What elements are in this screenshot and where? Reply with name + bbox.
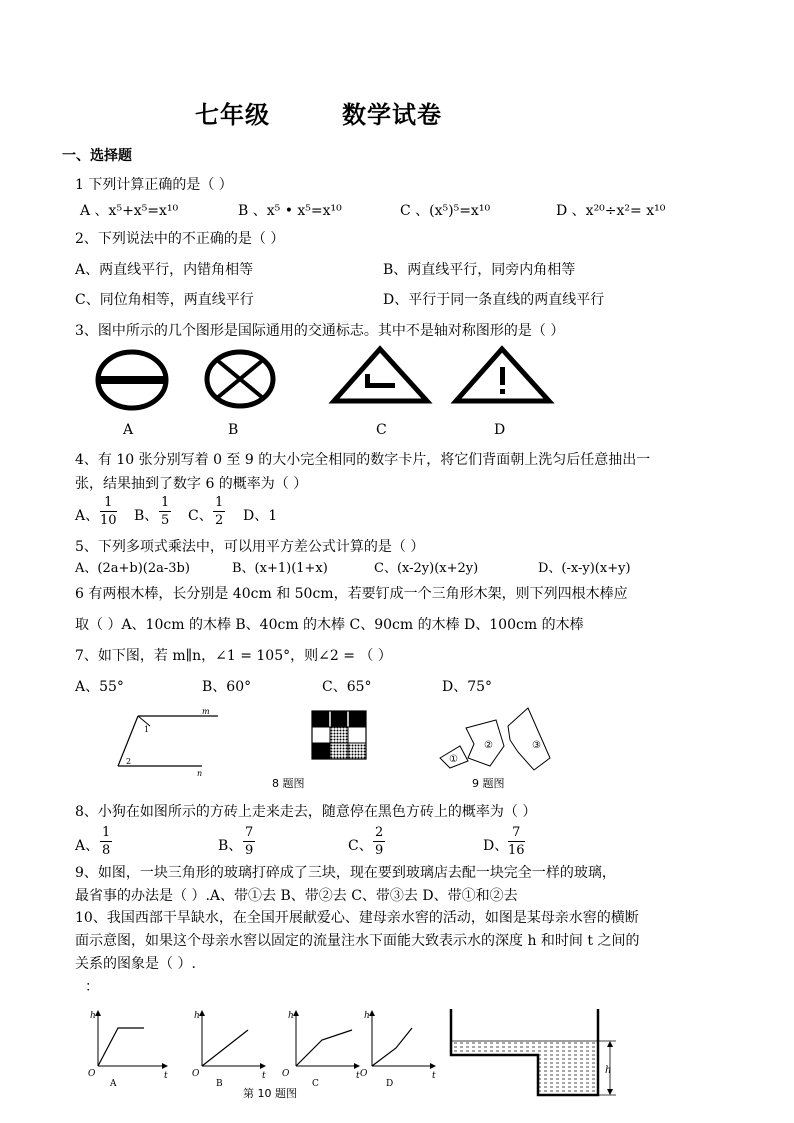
q5-option-b: B、(x+1)(1+x) xyxy=(232,561,328,576)
svg-text:C: C xyxy=(312,1079,319,1089)
q8-option-a-label: A、 xyxy=(75,838,100,854)
glass-label-3: ③ xyxy=(532,740,541,751)
q5-option-d: D、(-x-y)(x+y) xyxy=(538,561,631,576)
graph-a xyxy=(88,1010,168,1089)
svg-text:h: h xyxy=(90,1011,96,1021)
q2-option-a: A、两直线平行，内错角相等 xyxy=(75,262,254,278)
q10-water-tank xyxy=(448,1005,638,1105)
glass-label-1: ① xyxy=(449,754,458,765)
q4-option-a-fraction: $\frac{1}{10}$ xyxy=(100,495,117,528)
svg-text:h: h xyxy=(288,1011,294,1021)
sign-c xyxy=(334,349,427,401)
q1-option-b: B 、x⁵ • x⁵=x¹⁰ xyxy=(238,203,342,219)
q8-option-b-label: B、 xyxy=(218,838,243,854)
fig8-caption: 8 题图 xyxy=(272,777,305,790)
sign-label-c: C xyxy=(376,422,387,438)
q7-option-b: B、60° xyxy=(202,679,252,695)
q7-label-2: 2 xyxy=(126,757,132,766)
q10-line2: 面示意图，如果这个母亲水窖以固定的流量注水下面能大致表示水的深度 h 和时间 t 之间的 xyxy=(75,933,640,949)
q10-graphs xyxy=(82,1010,442,1090)
svg-text:t: t xyxy=(432,1071,436,1081)
q4-option-b-label: B、 xyxy=(134,508,159,524)
svg-text:O: O xyxy=(192,1069,200,1079)
svg-text:h: h xyxy=(194,1011,200,1021)
q8-option-d-label: D、 xyxy=(483,838,509,854)
section-heading: 一、选择题 xyxy=(62,148,132,164)
page-title-left: 七年级 xyxy=(195,100,270,129)
q2-option-c: C、同位角相等，两直线平行 xyxy=(75,292,254,308)
svg-text:D: D xyxy=(386,1079,394,1089)
svg-text:h: h xyxy=(364,1011,370,1021)
q4-option-c-label: C、 xyxy=(188,508,213,524)
graph-b xyxy=(192,1010,266,1089)
fig9-caption: 9 题图 xyxy=(472,777,505,790)
q1-option-c: C 、(x⁵)⁵=x¹⁰ xyxy=(400,203,491,219)
q3-stem: 3、图中所示的几个图形是国际通用的交通标志。其中不是轴对称图形的是（ ） xyxy=(75,323,565,339)
q7-figure xyxy=(110,706,230,776)
q7-stem: 7、如下图，若 m∥n，∠1 = 105°，则∠2 = （ ） xyxy=(75,648,392,664)
tank-label-h: h xyxy=(605,1065,612,1076)
page-title-right: 数学试卷 xyxy=(342,100,442,129)
q7-option-a: A、55° xyxy=(75,679,124,695)
q2-stem: 2、下列说法中的不正确的是（ ） xyxy=(75,231,285,247)
q8-option-c-fraction: $\frac{2}{9}$ xyxy=(375,825,384,858)
q4-option-b-fraction: $\frac{1}{5}$ xyxy=(161,495,170,528)
sign-label-b: B xyxy=(228,422,239,438)
q10-line3: 关系的图象是（ ）. xyxy=(75,956,196,972)
graph-d xyxy=(360,1010,436,1089)
q4-option-c-fraction: $\frac{1}{2}$ xyxy=(215,495,224,528)
q5-option-c: C、(x-2y)(x+2y) xyxy=(374,561,479,576)
q10-colon: ： xyxy=(85,979,99,995)
traffic-signs-figure xyxy=(0,345,794,425)
q7-label-1: 1 xyxy=(144,725,150,734)
q7-option-d: D、75° xyxy=(442,679,493,695)
glass-label-2: ② xyxy=(484,740,493,751)
svg-text:A: A xyxy=(110,1079,117,1089)
sign-a xyxy=(98,352,166,408)
graph-c xyxy=(282,1010,360,1089)
q8-option-c-label: C、 xyxy=(348,838,373,854)
q5-option-a: A、(2a+b)(2a-3b) xyxy=(75,561,190,576)
q8-option-b-fraction: $\frac{7}{9}$ xyxy=(245,825,254,858)
q1-option-d: D 、x²⁰÷x²= x¹⁰ xyxy=(556,203,666,219)
svg-text:O: O xyxy=(282,1069,290,1079)
q9-glass-figure xyxy=(438,706,558,776)
q10-line1: 10、我国西部干旱缺水，在全国开展献爱心、建母亲水窖的活动，如图是某母亲水窖的横断 xyxy=(75,910,639,926)
q4-option-a-label: A、 xyxy=(75,508,100,524)
q2-option-d: D、平行于同一条直线的两直线平行 xyxy=(383,292,605,308)
q4-option-d: D、1 xyxy=(243,508,278,524)
q8-option-d-fraction: $\frac{7}{16}$ xyxy=(508,825,525,858)
q6-line1: 6 有两根木棒，长分别是 40cm 和 50cm，若要钉成一个三角形木架，则下列四根木棒应 xyxy=(75,586,628,602)
sign-d xyxy=(456,349,549,401)
svg-text:t: t xyxy=(164,1071,168,1081)
svg-text:O: O xyxy=(360,1069,368,1079)
q9-line1: 9、如图，一块三角形的玻璃打碎成了三块，现在要到玻璃店去配一块完全一样的玻璃， xyxy=(75,865,616,881)
q7-option-c: C、65° xyxy=(322,679,372,695)
sign-label-d: D xyxy=(494,422,506,438)
svg-text:t: t xyxy=(356,1071,360,1081)
sign-b xyxy=(207,352,273,406)
q9-line2: 最省事的办法是（ ）.A、带①去 B、带②去 C、带③去 D、带①和②去 xyxy=(75,888,518,904)
q4-line1: 4、有 10 张分别写着 0 至 9 的大小完全相同的数字卡片，将它们背面朝上洗匀后任意抽出一 xyxy=(75,452,651,468)
q8-tile-grid xyxy=(312,711,372,771)
q5-stem: 5、下列多项式乘法中，可以用平方差公式计算的是（ ） xyxy=(75,539,425,555)
q1-option-a: A 、x⁵+x⁵=x¹⁰ xyxy=(80,203,179,219)
q6-line2: 取（ ）A、10cm 的木棒 B、40cm 的木棒 C、90cm 的木棒 D、100cm 的木棒 xyxy=(75,617,584,633)
q1-stem: 1 下列计算正确的是（ ） xyxy=(75,177,233,193)
sign-label-a: A xyxy=(123,422,134,438)
svg-text:O: O xyxy=(88,1069,96,1079)
q7-label-n: n xyxy=(197,769,203,778)
q8-option-a-fraction: $\frac{1}{8}$ xyxy=(102,825,111,858)
q2-option-b: B、两直线平行，同旁内角相等 xyxy=(383,262,576,278)
q7-label-m: m xyxy=(202,707,210,716)
svg-text:B: B xyxy=(216,1079,223,1089)
q4-line2: 张，结果抽到了数字 6 的概率为（ ） xyxy=(75,476,308,492)
q10-caption: 第 10 题图 xyxy=(243,1087,297,1100)
q8-stem: 8、小狗在如图所示的方砖上走来走去，随意停在黑色方砖上的概率为（ ） xyxy=(75,804,537,820)
svg-text:t: t xyxy=(262,1071,266,1081)
